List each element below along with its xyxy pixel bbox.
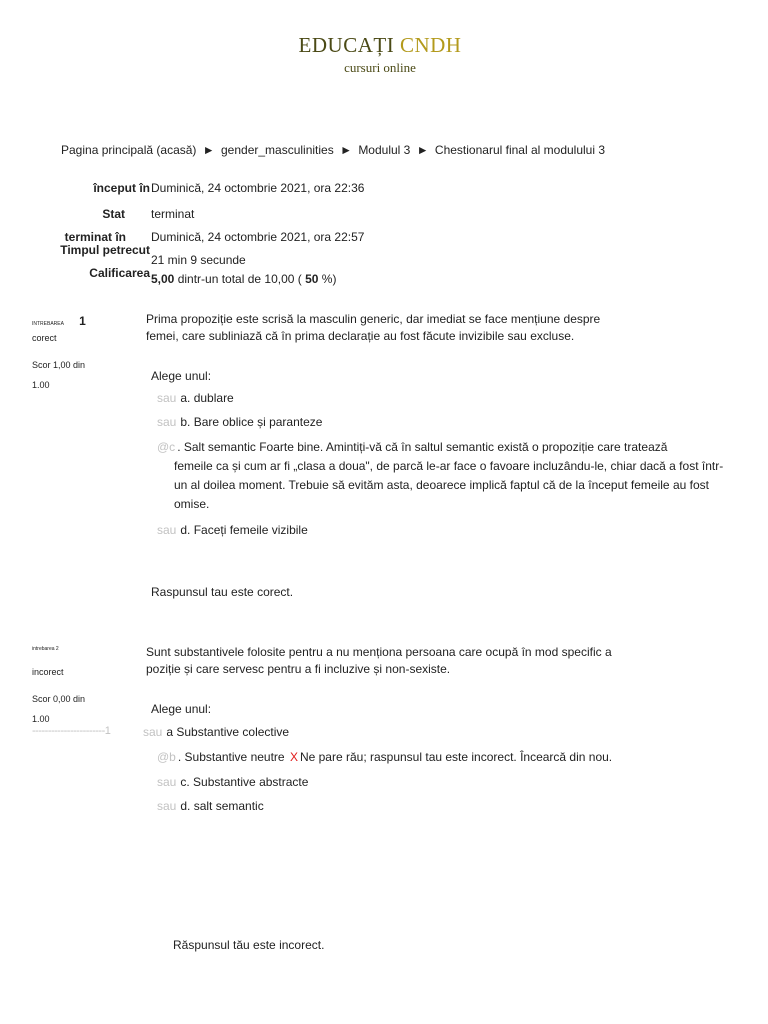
breadcrumb bbox=[61, 143, 605, 157]
site-title-word1: EDUCAȚI bbox=[298, 33, 395, 57]
option-label: a Substantive colective bbox=[166, 725, 290, 739]
summary-grade-label: Calificarea bbox=[89, 266, 150, 280]
option-marker: sau bbox=[143, 725, 163, 739]
question-2-option-a[interactable] bbox=[143, 723, 289, 742]
option-feedback: femeile ca și cum ar fi „clasa a doua", de parcă le-ar face o favoare incluzându-le, chiar dacă a fost într-un al doilea moment. Trebuie să evităm asta, deoarece implică faptul că de la început femeile au fost omise. bbox=[174, 459, 724, 511]
option-marker: sau bbox=[157, 775, 177, 789]
summary-state-label: Stat bbox=[102, 207, 125, 221]
question-1-option-a[interactable] bbox=[157, 389, 234, 408]
option-label: . Salt semantic Foarte bine. Amintiți-vă că în saltul semantic există o propoziție care tratează bbox=[177, 440, 668, 454]
breadcrumb-separator: ► bbox=[416, 143, 429, 157]
question-1-tag bbox=[32, 314, 86, 328]
grade-total: dintr-un total de 10,00 ( bbox=[174, 272, 306, 286]
option-feedback: Ne pare rău; raspunsul tau este incorect. Încearcă din nou. bbox=[299, 750, 613, 764]
summary-started-label: început în bbox=[93, 181, 150, 195]
site-title bbox=[0, 33, 760, 58]
breadcrumb-separator: ► bbox=[202, 143, 215, 157]
question-1-option-c[interactable] bbox=[157, 438, 727, 514]
breadcrumb-quiz[interactable]: Chestionarul final al modulului 3 bbox=[434, 143, 606, 157]
option-marker: @c bbox=[157, 440, 176, 454]
page-divider: -----------------------1 bbox=[32, 725, 111, 737]
option-marker: @b bbox=[157, 750, 176, 764]
question-2-score-max: 1.00 bbox=[32, 714, 50, 724]
question-2-text: Sunt substantivele folosite pentru a nu menționa persoana care ocupă în mod specific a poziție și care servesc pentru a fi incluzive și non-sexiste. bbox=[146, 645, 612, 676]
summary-started-value: Duminică, 24 octombrie 2021, ora 22:36 bbox=[151, 181, 365, 195]
option-marker: sau bbox=[157, 799, 177, 813]
option-marker: sau bbox=[157, 391, 177, 405]
site-subtitle: cursuri online bbox=[344, 60, 416, 75]
question-2-prompt: Alege unul: bbox=[151, 702, 212, 716]
question-1-prompt: Alege unul: bbox=[151, 369, 212, 383]
summary-finished-label: terminat în bbox=[64, 230, 126, 244]
question-1-score-max: 1.00 bbox=[32, 380, 50, 390]
summary-time-value: 21 min 9 secunde bbox=[151, 253, 246, 267]
option-label: . Substantive neutre bbox=[177, 750, 285, 764]
option-label: c. Substantive abstracte bbox=[180, 775, 309, 789]
question-1-text: Prima propoziție este scrisă la masculin generic, dar imediat se face mențiune despre femei, care subliniază că în prima declarație au fost făcute invizibile sau excluse. bbox=[146, 312, 601, 343]
question-1-number: 1 bbox=[79, 314, 86, 328]
question-1-tag-label: INTREBAREA bbox=[32, 321, 64, 327]
question-1-option-b[interactable] bbox=[157, 413, 322, 432]
question-2-option-c[interactable] bbox=[157, 773, 308, 792]
question-1-feedback: Raspunsul tau este corect. bbox=[151, 585, 294, 599]
question-2-option-d[interactable] bbox=[157, 797, 264, 816]
question-2-tag: intrebarea 2 bbox=[32, 646, 59, 652]
question-2-score: Scor 0,00 din bbox=[32, 694, 86, 704]
question-2-status: incorect bbox=[32, 667, 64, 677]
breadcrumb-home[interactable]: Pagina principală (acasă) bbox=[61, 143, 197, 157]
breadcrumb-module[interactable]: Modulul 3 bbox=[358, 143, 411, 157]
breadcrumb-separator: ► bbox=[340, 143, 352, 157]
summary-time-label: Timpul petrecut bbox=[60, 243, 150, 257]
summary-grade-value bbox=[151, 272, 336, 286]
question-2-option-b[interactable] bbox=[157, 748, 612, 767]
site-title-word2: CNDH bbox=[399, 33, 462, 57]
incorrect-icon: X bbox=[289, 750, 298, 764]
breadcrumb-course[interactable]: gender_masculinities bbox=[221, 143, 334, 157]
grade-percent: 50 bbox=[305, 272, 319, 286]
grade-end: %) bbox=[318, 272, 337, 286]
summary-state-value: terminat bbox=[151, 207, 195, 221]
question-2-feedback: Răspunsul tău este incorect. bbox=[173, 938, 325, 952]
option-label: d. salt semantic bbox=[180, 799, 264, 813]
summary-finished-value: Duminică, 24 octombrie 2021, ora 22:57 bbox=[151, 230, 365, 244]
option-label: b. Bare oblice și paranteze bbox=[180, 415, 323, 429]
option-marker: sau bbox=[157, 415, 177, 429]
question-1-option-d[interactable] bbox=[157, 521, 308, 540]
option-label: a. dublare bbox=[180, 391, 234, 405]
question-1-status: corect bbox=[32, 333, 57, 343]
grade-points: 5,00 bbox=[151, 272, 175, 286]
question-1-score: Scor 1,00 din bbox=[32, 360, 86, 370]
option-label: d. Faceți femeile vizibile bbox=[180, 523, 308, 537]
option-marker: sau bbox=[157, 523, 177, 537]
